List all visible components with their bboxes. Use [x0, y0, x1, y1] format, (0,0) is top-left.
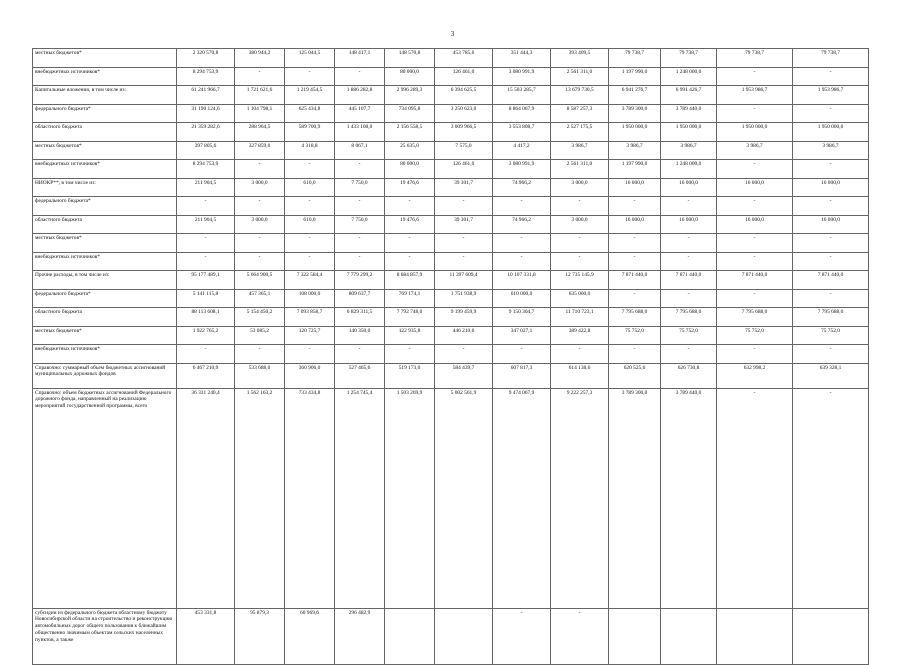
table-cell: -: [177, 252, 235, 271]
table-cell: -: [793, 252, 869, 271]
table-cell: 3 000,0: [235, 215, 285, 234]
table-cell: -: [717, 252, 793, 271]
table-cell: 9 150 304,7: [493, 308, 551, 327]
table-cell: 122 935,8: [385, 326, 435, 345]
table-cell: -: [335, 252, 385, 271]
table-row: [33, 326, 869, 345]
table-cell: 614 138,6: [551, 363, 609, 388]
table-cell: -: [285, 160, 335, 179]
table-cell: -: [609, 234, 661, 253]
table-cell: 527 465,6: [335, 363, 385, 388]
table-cell: 13 679 730,5: [551, 86, 609, 105]
table-cell: -: [661, 197, 717, 216]
table-cell: -: [435, 345, 493, 364]
table-cell: 4 417,2: [493, 141, 551, 160]
table-cell: 288 964,5: [235, 123, 285, 142]
table-row: [33, 252, 869, 271]
table-cell: [385, 608, 435, 664]
table-row: [33, 123, 869, 142]
table-cell: 3 080 991,9: [493, 160, 551, 179]
table-cell: -: [609, 289, 661, 308]
table-cell: 211 904,5: [177, 178, 235, 197]
table-cell: 16 000,0: [717, 178, 793, 197]
table-cell: 75 752,0: [609, 326, 661, 345]
table-cell: 6 829 311,5: [335, 308, 385, 327]
table-cell: 2 561 311,0: [551, 67, 609, 86]
table-cell: 6 467 210,9: [177, 363, 235, 388]
table-cell: 7 093 858,7: [285, 308, 335, 327]
table-cell: -: [493, 234, 551, 253]
table-cell: 1 950 000,0: [717, 123, 793, 142]
table-cell: 1 433 108,0: [335, 123, 385, 142]
table-cell: 5 154 450,2: [235, 308, 285, 327]
table-cell: 7 871 440,0: [609, 271, 661, 290]
table-cell: 607 817,3: [493, 363, 551, 388]
table-cell: -: [551, 234, 609, 253]
table-cell: 11 397 609,4: [435, 271, 493, 290]
table-cell: 3 986,7: [717, 141, 793, 160]
table-cell: 1 950 000,0: [609, 123, 661, 142]
table-cell: 5 002 561,9: [435, 388, 493, 608]
table-cell: 75 752,0: [717, 326, 793, 345]
table-cell: 7 871 440,0: [717, 271, 793, 290]
table-cell: 3 000,0: [235, 178, 285, 197]
table-cell: -: [551, 608, 609, 664]
table-cell: 6 394 625,5: [435, 86, 493, 105]
table-cell: 3 000,0: [551, 215, 609, 234]
table-row: [33, 197, 869, 216]
table-cell: 7 575,0: [435, 141, 493, 160]
table-cell: 1 751 938,9: [435, 289, 493, 308]
table-cell: 8 684 857,9: [385, 271, 435, 290]
table-cell: -: [661, 234, 717, 253]
table-cell: -: [717, 104, 793, 123]
table-cell: 1 721 621,6: [235, 86, 285, 105]
table-cell: -: [493, 252, 551, 271]
table-cell: 148 570,8: [385, 49, 435, 68]
table-cell: 360 906,0: [285, 363, 335, 388]
table-cell: 1 953 986,7: [793, 86, 869, 105]
table-cell: 533 688,0: [235, 363, 285, 388]
table-cell: 639 328,1: [793, 363, 869, 388]
table-cell: 21 359 282,6: [177, 123, 235, 142]
table-cell: -: [717, 160, 793, 179]
table-cell: 3 986,7: [609, 141, 661, 160]
row-label: федерального бюджета*: [33, 104, 177, 123]
row-label: НИОКР**, в том числе из:: [33, 178, 177, 197]
table-cell: 16 000,0: [661, 215, 717, 234]
table-cell: 3 553 808,7: [493, 123, 551, 142]
table-cell: 120 725,7: [285, 326, 335, 345]
table-cell: 610,0: [285, 178, 335, 197]
table-cell: 7 795 688,0: [609, 308, 661, 327]
table-cell: -: [717, 67, 793, 86]
table-cell: 1 886 282,8: [335, 86, 385, 105]
table-cell: 3 789 300,0: [609, 104, 661, 123]
table-cell: -: [661, 345, 717, 364]
table-cell: 3 009 966,5: [435, 123, 493, 142]
table-cell: 7 792 748,0: [385, 308, 435, 327]
table-cell: -: [335, 234, 385, 253]
table-row: [33, 345, 869, 364]
row-label: Справочно: объем бюджетных ассигнований Федерального дорожного фонда, направленный на реализацию мероприятий государственной программы, всего: [33, 388, 177, 608]
table-cell: 6 941 276,7: [609, 86, 661, 105]
table-row: [33, 141, 869, 160]
table-cell: 620 525,6: [609, 363, 661, 388]
table-cell: 31 190 124,6: [177, 104, 235, 123]
table-cell: 75 752,0: [661, 326, 717, 345]
table-cell: 351 444,3: [493, 49, 551, 68]
table-cell: 445 107,7: [335, 104, 385, 123]
table-cell: 39 301,7: [435, 178, 493, 197]
table-cell: 5 141 115,8: [177, 289, 235, 308]
table-cell: 2 996 289,3: [385, 86, 435, 105]
row-label: федерального бюджета*: [33, 289, 177, 308]
table-cell: 5 664 900,5: [235, 271, 285, 290]
table-cell: 8 294 753,9: [177, 160, 235, 179]
table-cell: 397 805,6: [177, 141, 235, 160]
table-cell: 126 461,0: [435, 160, 493, 179]
page-number: 3: [450, 30, 455, 38]
table-cell: 16 000,0: [717, 215, 793, 234]
table-cell: [609, 608, 661, 664]
table-cell: 446 210,6: [435, 326, 493, 345]
table-cell: 635 000,0: [551, 289, 609, 308]
table-cell: 16 000,0: [609, 215, 661, 234]
table-cell: 393 409,5: [551, 49, 609, 68]
table-cell: -: [385, 252, 435, 271]
table-cell: 3 789 440,0: [661, 104, 717, 123]
row-label: Прочие расходы, в том числе из:: [33, 271, 177, 290]
table-cell: -: [235, 234, 285, 253]
table-cell: -: [385, 345, 435, 364]
table-cell: -: [177, 197, 235, 216]
table-cell: 1 950 000,0: [793, 123, 869, 142]
table-cell: 1 197 990,0: [609, 67, 661, 86]
table-cell: 80 000,0: [385, 160, 435, 179]
table-cell: 1 953 986,7: [717, 86, 793, 105]
table-row: [33, 308, 869, 327]
table-row: [33, 289, 869, 308]
table-cell: 125 044,5: [285, 49, 335, 68]
table-cell: 74 966,2: [493, 178, 551, 197]
table-cell: 74 966,2: [493, 215, 551, 234]
table-cell: 3 986,7: [551, 141, 609, 160]
table-cell: 1 562 163,2: [235, 388, 285, 608]
table-cell: 3 986,7: [793, 141, 869, 160]
table-row: [33, 86, 869, 105]
table-cell: -: [793, 345, 869, 364]
table-cell: -: [717, 197, 793, 216]
table-cell: -: [385, 197, 435, 216]
table-cell: 626 730,8: [661, 363, 717, 388]
table-cell: -: [609, 252, 661, 271]
table-cell: 7 795 688,0: [793, 308, 869, 327]
row-label: внебюджетных источников*: [33, 252, 177, 271]
table-cell: -: [609, 345, 661, 364]
table-cell: 79 738,7: [793, 49, 869, 68]
table-cell: 1 197 990,0: [609, 160, 661, 179]
table-cell: 1 104 798,1: [235, 104, 285, 123]
financing-table: [32, 48, 869, 665]
table-cell: -: [609, 197, 661, 216]
table-cell: 9 474 067,9: [493, 388, 551, 608]
table-cell: 140 350,0: [335, 326, 385, 345]
row-label: Капитальные вложения, в том числе из:: [33, 86, 177, 105]
table-cell: -: [551, 345, 609, 364]
row-label: местных бюджетов*: [33, 326, 177, 345]
table-cell: -: [177, 345, 235, 364]
table-cell: -: [235, 197, 285, 216]
table-cell: 36 331 240,4: [177, 388, 235, 608]
table-cell: 769 174,1: [385, 289, 435, 308]
table-cell: -: [493, 345, 551, 364]
table-cell: 108 000,0: [285, 289, 335, 308]
table-cell: 16 000,0: [609, 178, 661, 197]
table-row: [33, 234, 869, 253]
table-cell: 809 637,7: [335, 289, 385, 308]
table-cell: -: [717, 388, 793, 608]
row-label: субсидии из федерального бюджета областному бюджету Новосибирской области на строительство и реконструкцию автомобильных дорог общего пользования к ближайшим общественно значимым объектам сельских населенных пунктов, а также: [33, 608, 177, 664]
table-cell: -: [285, 252, 335, 271]
table-row: [33, 215, 869, 234]
table-cell: 3 789 440,0: [661, 388, 717, 608]
table-cell: 610 000,0: [493, 289, 551, 308]
row-label: Справочно: суммарный объем бюджетных ассигнований муниципальных дорожных фондов: [33, 363, 177, 388]
table-cell: -: [435, 234, 493, 253]
table-cell: -: [717, 289, 793, 308]
table-cell: -: [717, 345, 793, 364]
table-cell: 7 322 584,4: [285, 271, 335, 290]
table-row: [33, 388, 869, 608]
table-cell: 3 000,0: [551, 178, 609, 197]
row-label: областного бюджета: [33, 308, 177, 327]
table-cell: 88 113 608,1: [177, 308, 235, 327]
table-cell: [717, 608, 793, 664]
row-label: внебюджетных источников*: [33, 345, 177, 364]
table-cell: 211 904,5: [177, 215, 235, 234]
table-row: [33, 178, 869, 197]
table-cell: 610,0: [285, 215, 335, 234]
table-cell: 1 248 000,0: [661, 67, 717, 86]
table-row: [33, 608, 869, 664]
table-cell: 519 173,0: [385, 363, 435, 388]
row-label: местных бюджетов*: [33, 234, 177, 253]
table-cell: 7 871 440,0: [661, 271, 717, 290]
table-cell: 11 710 723,1: [551, 308, 609, 327]
table-cell: -: [335, 160, 385, 179]
table-cell: 7 871 440,0: [793, 271, 869, 290]
table-cell: -: [793, 104, 869, 123]
table-cell: 7 795 688,0: [661, 308, 717, 327]
table-cell: -: [385, 234, 435, 253]
table-cell: -: [793, 197, 869, 216]
table-cell: 3 789 300,0: [609, 388, 661, 608]
table-row: [33, 363, 869, 388]
table-cell: 19 476,6: [385, 215, 435, 234]
table-cell: 7 779 299,2: [335, 271, 385, 290]
table-cell: 16 000,0: [793, 178, 869, 197]
table-cell: 389 422,8: [551, 326, 609, 345]
table-cell: -: [235, 160, 285, 179]
table-cell: [661, 608, 717, 664]
table-cell: 9 199 459,9: [435, 308, 493, 327]
row-label: местных бюджетов*: [33, 49, 177, 68]
table-row: [33, 271, 869, 290]
table-cell: 2 320 570,8: [177, 49, 235, 68]
table-cell: 16 000,0: [661, 178, 717, 197]
table-cell: 7 750,0: [335, 178, 385, 197]
table-cell: 53 085,2: [235, 326, 285, 345]
table-cell: 1 503 269,9: [385, 388, 435, 608]
table-cell: -: [793, 388, 869, 608]
table-cell: 347 027,1: [493, 326, 551, 345]
table-cell: -: [493, 197, 551, 216]
table-cell: -: [717, 234, 793, 253]
table-cell: -: [177, 234, 235, 253]
row-label: федерального бюджета*: [33, 197, 177, 216]
row-label: областного бюджета: [33, 123, 177, 142]
table-cell: 80 000,0: [385, 67, 435, 86]
table-cell: 79 738,7: [717, 49, 793, 68]
table-cell: -: [285, 234, 335, 253]
table-cell: 95 177 489,1: [177, 271, 235, 290]
table-cell: 148 417,1: [335, 49, 385, 68]
table-row: [33, 104, 869, 123]
table-cell: 79 738,7: [609, 49, 661, 68]
table-cell: 60 969,6: [285, 608, 335, 664]
table-cell: 380 944,2: [235, 49, 285, 68]
table-cell: 9 222 257,3: [551, 388, 609, 608]
table-cell: 39 301,7: [435, 215, 493, 234]
table-cell: -: [793, 67, 869, 86]
table-cell: 15 503 285,7: [493, 86, 551, 105]
table-cell: 1 922 765,2: [177, 326, 235, 345]
table-cell: -: [493, 608, 551, 664]
row-label: областного бюджета: [33, 215, 177, 234]
table-cell: -: [335, 345, 385, 364]
table-cell: -: [285, 197, 335, 216]
table-cell: 734 095,8: [385, 104, 435, 123]
table-cell: -: [435, 252, 493, 271]
table-cell: 79 738,7: [661, 49, 717, 68]
table-cell: 25 635,0: [385, 141, 435, 160]
table-cell: 16 000,0: [793, 215, 869, 234]
table-cell: 19 476,6: [385, 178, 435, 197]
row-label: внебюджетных источников*: [33, 67, 177, 86]
table-cell: 632 998,2: [717, 363, 793, 388]
table-row: [33, 49, 869, 68]
table-cell: 8 587 257,3: [551, 104, 609, 123]
table-cell: 8 864 067,9: [493, 104, 551, 123]
table-row: [33, 160, 869, 179]
table-row: [33, 67, 869, 86]
table-cell: 3 250 623,0: [435, 104, 493, 123]
table-cell: 2 561 311,0: [551, 160, 609, 179]
table-cell: 3 986,7: [661, 141, 717, 160]
table-cell: 7 750,0: [335, 215, 385, 234]
table-cell: 453 331,8: [177, 608, 235, 664]
table-cell: 8 067,1: [335, 141, 385, 160]
table-cell: 733 434,8: [285, 388, 335, 608]
table-cell: 1 248 000,0: [661, 160, 717, 179]
table-cell: -: [285, 345, 335, 364]
table-cell: -: [235, 67, 285, 86]
row-label: местных бюджетов*: [33, 141, 177, 160]
table-cell: 327 859,0: [235, 141, 285, 160]
table-cell: -: [661, 289, 717, 308]
table-cell: -: [235, 345, 285, 364]
table-cell: -: [793, 160, 869, 179]
table-cell: 296 482,9: [335, 608, 385, 664]
table-cell: -: [551, 252, 609, 271]
table-cell: 8 294 753,9: [177, 67, 235, 86]
table-cell: -: [235, 252, 285, 271]
table-cell: [435, 608, 493, 664]
table-cell: 2 156 558,5: [385, 123, 435, 142]
table-cell: 126 461,0: [435, 67, 493, 86]
table-cell: 1 254 745,4: [335, 388, 385, 608]
table-cell: 12 735 145,9: [551, 271, 609, 290]
table-cell: -: [285, 67, 335, 86]
table-cell: 589 700,9: [285, 123, 335, 142]
table-cell: 75 752,0: [793, 326, 869, 345]
table-cell: -: [661, 252, 717, 271]
table-cell: 584 439,7: [435, 363, 493, 388]
table-cell: -: [335, 197, 385, 216]
table-cell: -: [551, 197, 609, 216]
table-cell: -: [435, 197, 493, 216]
table-cell: [793, 608, 869, 664]
table-cell: 453 785,6: [435, 49, 493, 68]
table-cell: 4 318,8: [285, 141, 335, 160]
row-label: внебюджетных источников*: [33, 160, 177, 179]
table-cell: -: [793, 289, 869, 308]
table-cell: 2 527 175,5: [551, 123, 609, 142]
table-cell: 625 434,8: [285, 104, 335, 123]
table-cell: 6 991 426,7: [661, 86, 717, 105]
table-cell: 457 365,1: [235, 289, 285, 308]
table-cell: 1 950 000,0: [661, 123, 717, 142]
table-cell: 1 219 454,5: [285, 86, 335, 105]
table-cell: 3 080 991,9: [493, 67, 551, 86]
table-cell: 95 879,3: [235, 608, 285, 664]
table-cell: -: [793, 234, 869, 253]
table-cell: 61 241 966,7: [177, 86, 235, 105]
table-cell: 7 795 688,0: [717, 308, 793, 327]
table-cell: -: [335, 67, 385, 86]
table-cell: 10 107 331,8: [493, 271, 551, 290]
